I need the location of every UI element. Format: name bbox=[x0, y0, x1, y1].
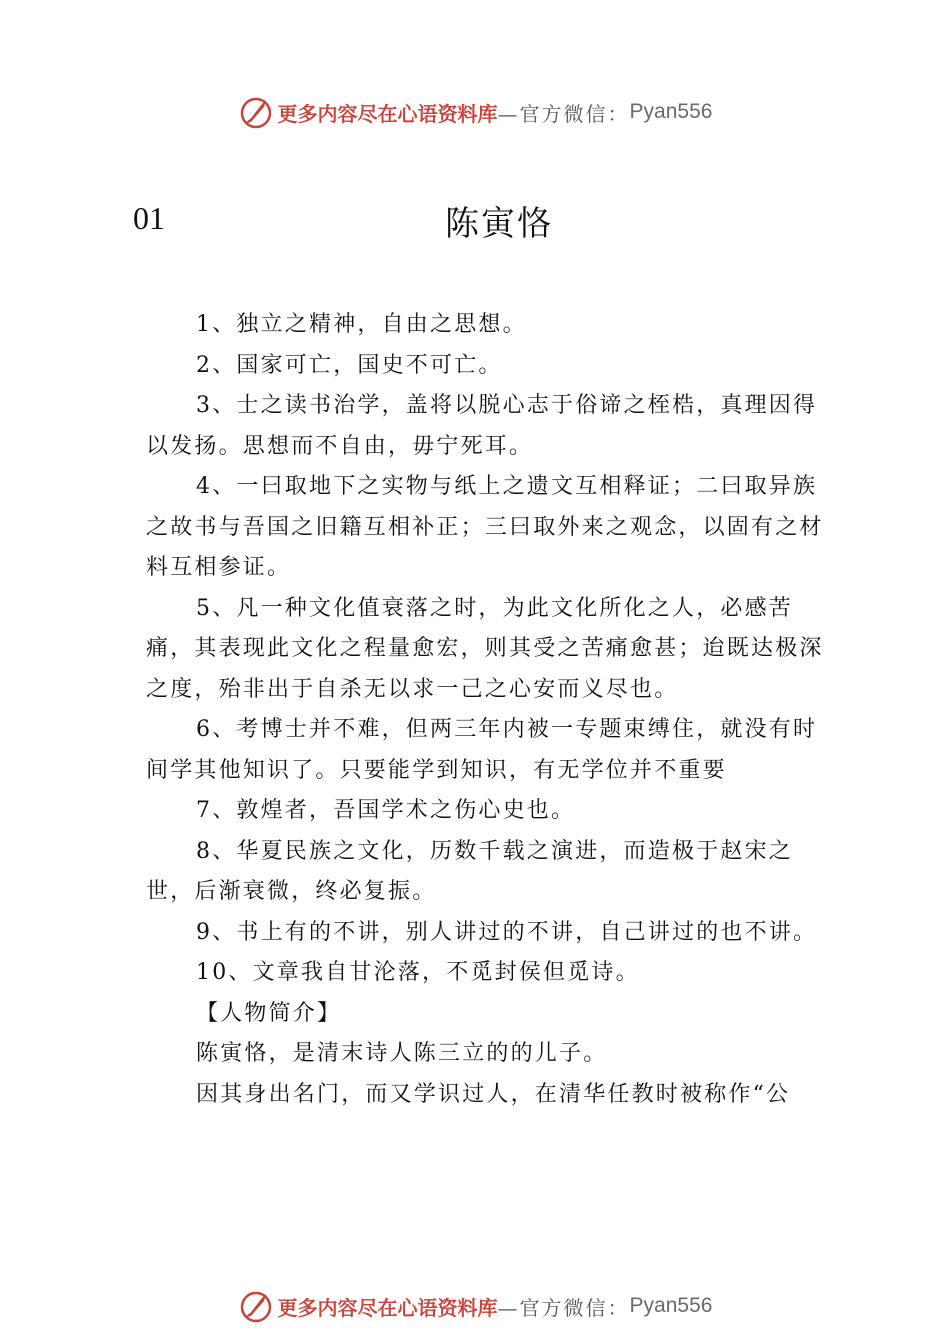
banner-wechat-label: —官方微信： bbox=[497, 1295, 630, 1320]
quote-paragraph: 8、华夏民族之文化，历数千载之演进，而造极于赵宋之世，后渐衰微，终必复振。 bbox=[146, 838, 793, 904]
section-heading: 【人物简介】 bbox=[196, 1000, 342, 1026]
footer-banner bbox=[0, 1288, 950, 1324]
banner-library-text: 更多内容尽在心语资料库 bbox=[277, 1295, 498, 1320]
banner-wechat-account: Pyan556 bbox=[629, 100, 713, 123]
quote-paragraph: 7、敦煌者，吾国学术之伤心史也。 bbox=[196, 798, 576, 823]
banner-library-text: 更多内容尽在心语资料库 bbox=[277, 101, 498, 126]
quote-paragraph: 9、书上有的不讲，别人讲过的不讲，自己讲过的也不讲。 bbox=[196, 919, 818, 945]
quote-paragraph: 1、独立之精神，自由之思想。 bbox=[196, 312, 527, 337]
chapter-title: 陈寅恪 bbox=[445, 204, 553, 244]
quill-pen-logo-icon bbox=[238, 94, 274, 130]
quote-paragraph: 4、一曰取地下之实物与纸上之遗文互相释证；二曰取异族之故书与吾国之旧籍互相补正；三曰取外来之观念，以固有之材料互相参证。 bbox=[146, 474, 824, 580]
quote-paragraph: 2、国家可亡，国史不可亡。 bbox=[196, 352, 503, 378]
quill-pen-logo-icon bbox=[238, 1288, 274, 1324]
bio-paragraph: 陈寅恪，是清末诗人陈三立的的儿子。 bbox=[196, 1041, 608, 1066]
header-banner bbox=[0, 94, 950, 130]
quote-paragraph: 6、考博士并不难，但两三年内被一专题束缚住，就没有时间学其他知识了。只要能学到知识，有无学位并不重要 bbox=[146, 717, 818, 783]
quote-paragraph: 3、士之读书治学，盖将以脱心志于俗谛之桎梏，真理因得以发扬。思想而不自由，毋宁死耳。 bbox=[146, 393, 818, 459]
quote-paragraph: 5、凡一种文化值衰落之时，为此文化所化之人，必感苦痛，其表现此文化之程量愈宏，则其受之苦痛愈甚；迨既达极深之度，殆非出于自杀无以求一己之心安而义尽也。 bbox=[146, 595, 824, 702]
bio-paragraph: 因其身出名门，而又学识过人，在清华任教时被称作“公 bbox=[196, 1081, 791, 1107]
document-body bbox=[146, 305, 836, 1115]
banner-wechat-account: Pyan556 bbox=[629, 1294, 713, 1317]
chapter-number: 01 bbox=[133, 200, 165, 236]
quote-paragraph: 10、文章我自甘沦落，不觅封侯但觅诗。 bbox=[196, 960, 640, 985]
banner-wechat-label: —官方微信： bbox=[497, 101, 630, 126]
